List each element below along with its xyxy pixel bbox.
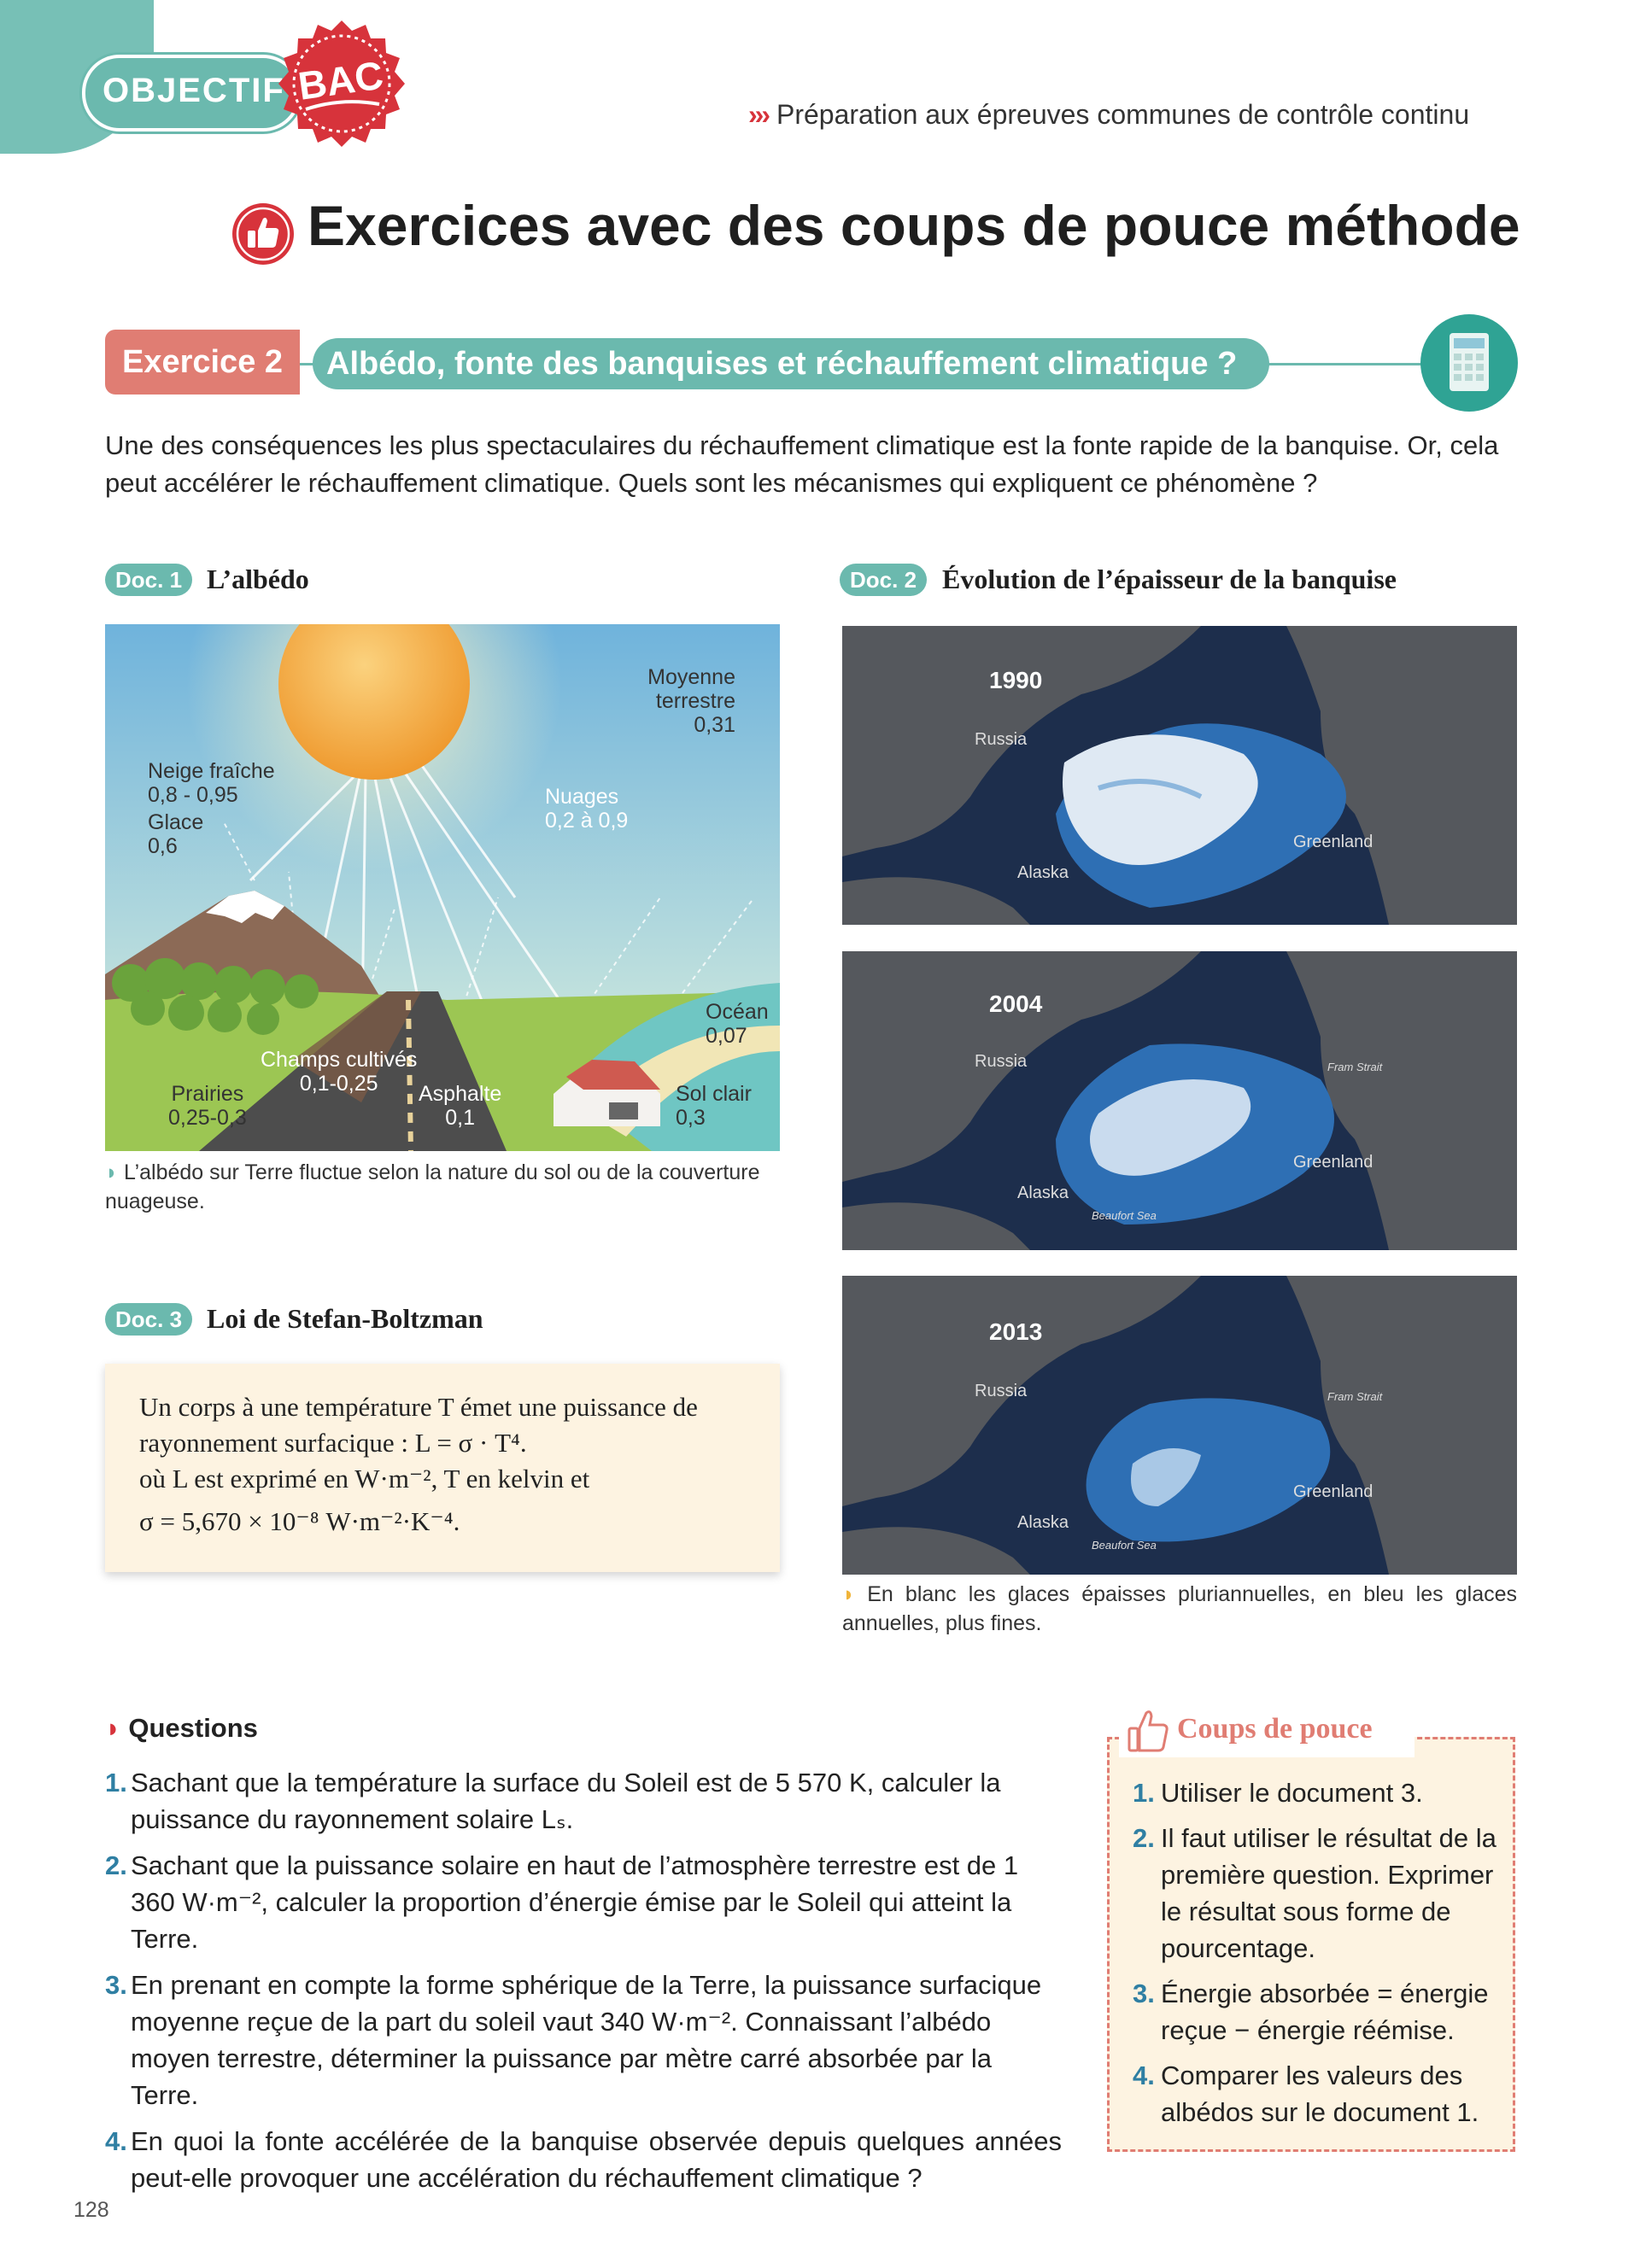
map-russia-2013: Russia	[975, 1382, 1028, 1400]
prairies-value: 0,25-0,3	[168, 1106, 247, 1130]
preparation-line	[748, 99, 1469, 131]
exercise-title: Albédo, fonte des banquises et réchauffement climatique ?	[313, 338, 1269, 389]
bac-label: BAC	[295, 52, 386, 108]
thumb-up-outline-icon	[1124, 1706, 1172, 1757]
glace-label: Glace	[148, 810, 204, 834]
glace-value: 0,6	[148, 834, 178, 858]
caption-marker-icon: ◗	[105, 1160, 125, 1184]
exercise-intro: Une des conséquences les plus spectaculaires du réchauffement climatique est la fonte rapide de la banquise. Or, cela peut accélérer le réchauffement climatique. Quels sont les mécanismes qui expliquent ce phénomène ?	[105, 430, 1499, 498]
map-alaska-2013: Alaska	[1017, 1513, 1069, 1532]
question-text: En prenant en compte la forme sphérique de la Terre, la puissance surfacique moyenne reçue de la part du soleil vaut 340 W·m⁻². Connaissant l’albédo moyen terrestre, déterminer la puissance par mètre carré absorbée par la Terre.	[131, 1970, 1042, 2110]
doc2-title: Évolution de l’épaisseur de la banquise	[942, 564, 1397, 594]
map-fram-2004: Fram Strait	[1327, 1061, 1383, 1073]
sb-line-2: rayonnement surfacique : L = σ · T⁴.	[139, 1428, 527, 1458]
page-number: 128	[73, 2198, 109, 2222]
map-russia-2004: Russia	[975, 1052, 1028, 1071]
ocean-label: Océan	[706, 1000, 769, 1024]
hint-text: Énergie absorbée = énergie reçue − énergie réémise.	[1161, 1979, 1489, 2045]
question-number: 3.	[105, 1970, 127, 2000]
map-year-2004: 2004	[989, 991, 1043, 1017]
hint-item	[1133, 1820, 1500, 1967]
hint-number: 4.	[1133, 2060, 1155, 2090]
prairies-label: Prairies	[171, 1082, 244, 1106]
hint-number: 2.	[1133, 1823, 1155, 1853]
sb-line-1: Un corps à une température T émet une puissance de	[139, 1392, 698, 1422]
map-russia-1990: Russia	[975, 730, 1028, 749]
questions-heading-text: Questions	[128, 1713, 258, 1743]
nuages-value: 0,2 à 0,9	[545, 809, 629, 833]
questions-heading	[105, 1713, 258, 1744]
thumb-up-icon	[232, 203, 294, 265]
doc2-caption-text: En blanc les glaces épaisses pluriannuelles, en bleu les glaces annuelles, plus fines.	[842, 1582, 1518, 1635]
caption-marker-icon: ◗	[842, 1582, 868, 1606]
sb-line-3: où L est exprimé en W·m⁻², T en kelvin et	[139, 1464, 590, 1493]
moyenne-label-1: Moyenne	[647, 665, 735, 689]
doc1-tag: Doc. 1	[105, 564, 192, 596]
coups-de-pouce-heading: Coups de pouce	[1177, 1713, 1373, 1745]
question-text: Sachant que la puissance solaire en haut de l’atmosphère terrestre est de 1 360 W·m⁻², calculer la proportion d’énergie émise par le Soleil qui atteint la Terre.	[131, 1850, 1019, 1954]
doc2-tag: Doc. 2	[840, 564, 927, 596]
neige-value: 0,8 - 0,95	[148, 783, 238, 807]
champs-label: Champs cultivés	[261, 1048, 418, 1072]
hint-number: 3.	[1133, 1979, 1155, 2008]
map-fram-2013: Fram Strait	[1327, 1390, 1383, 1403]
moyenne-value: 0,31	[694, 713, 735, 737]
sb-line-4: σ = 5,670 × 10⁻⁸ W·m⁻²·K⁻⁴.	[139, 1506, 460, 1536]
sea-ice-map-1990	[842, 626, 1517, 925]
doc3-title: Loi de Stefan-Boltzman	[207, 1303, 483, 1334]
question-number: 2.	[105, 1850, 127, 1880]
chevrons-icon: ›››	[748, 99, 768, 130]
calculator-icon	[1420, 314, 1518, 412]
question-text: En quoi la fonte accélérée de la banquise observée depuis quelques années peut-elle provoquer une accélération du réchauffement climatique ?	[131, 2126, 1062, 2193]
map-year-1990: 1990	[989, 667, 1043, 693]
champs-value: 0,1-0,25	[299, 1072, 378, 1096]
questions-marker-icon: ◗	[105, 1713, 129, 1743]
map-alaska-2004: Alaska	[1017, 1184, 1069, 1202]
exercise-tag: Exercice 2	[105, 330, 300, 395]
hint-item	[1133, 2057, 1500, 2131]
objectif-label: OBJECTIF	[102, 72, 285, 109]
map-greenland-1990: Greenland	[1293, 833, 1374, 851]
bac-stamp-icon	[273, 19, 410, 155]
doc1-caption	[105, 1158, 780, 1216]
question-item	[105, 1847, 1062, 1957]
albedo-illustration	[105, 624, 780, 1151]
ocean-value: 0,07	[706, 1024, 747, 1048]
preparation-text: Préparation aux épreuves communes de contrôle continu	[776, 99, 1470, 130]
map-beaufort-2004: Beaufort Sea	[1092, 1209, 1157, 1222]
sol-label: Sol clair	[676, 1082, 752, 1106]
doc1-title: L’albédo	[207, 564, 309, 594]
map-greenland-2013: Greenland	[1293, 1482, 1374, 1501]
map-year-2013: 2013	[989, 1318, 1043, 1345]
doc2-caption	[842, 1580, 1517, 1638]
hint-item	[1133, 1774, 1500, 1811]
doc3-tag: Doc. 3	[105, 1303, 192, 1336]
hint-text: Utiliser le document 3.	[1161, 1778, 1423, 1808]
map-beaufort-2013: Beaufort Sea	[1092, 1539, 1157, 1552]
question-text: Sachant que la température la surface du Soleil est de 5 570 K, calculer la puissance du rayonnement solaire Lₛ.	[131, 1768, 1001, 1834]
question-number: 1.	[105, 1768, 127, 1797]
asphalte-label: Asphalte	[419, 1082, 502, 1106]
hint-item	[1133, 1975, 1500, 2049]
hint-text: Comparer les valeurs des albédos sur le document 1.	[1161, 2060, 1479, 2127]
question-item	[105, 2123, 1062, 2196]
asphalte-value: 0,1	[445, 1106, 476, 1130]
coups-de-pouce-list	[1133, 1774, 1500, 2139]
doc1-caption-text: L’albédo sur Terre fluctue selon la nature du sol ou de la couverture nuageuse.	[105, 1160, 760, 1213]
hint-number: 1.	[1133, 1778, 1155, 1808]
question-item	[105, 1764, 1062, 1838]
page-title: Exercices avec des coups de pouce méthode	[308, 194, 1520, 257]
sol-value: 0,3	[676, 1106, 706, 1130]
sea-ice-map-2013	[842, 1276, 1517, 1575]
question-number: 4.	[105, 2126, 127, 2156]
hint-text: Il faut utiliser le résultat de la première question. Exprimer le résultat sous forme de pourcentage.	[1161, 1823, 1496, 1963]
sea-ice-map-2004	[842, 951, 1517, 1250]
question-item	[105, 1967, 1062, 2113]
moyenne-label-2: terrestre	[655, 689, 735, 713]
questions-list	[105, 1764, 1062, 2206]
map-alaska-1990: Alaska	[1017, 863, 1069, 882]
nuages-label: Nuages	[545, 785, 619, 809]
stefan-boltzmann-text	[139, 1389, 771, 1540]
neige-label: Neige fraîche	[148, 759, 275, 783]
map-greenland-2004: Greenland	[1293, 1153, 1374, 1172]
